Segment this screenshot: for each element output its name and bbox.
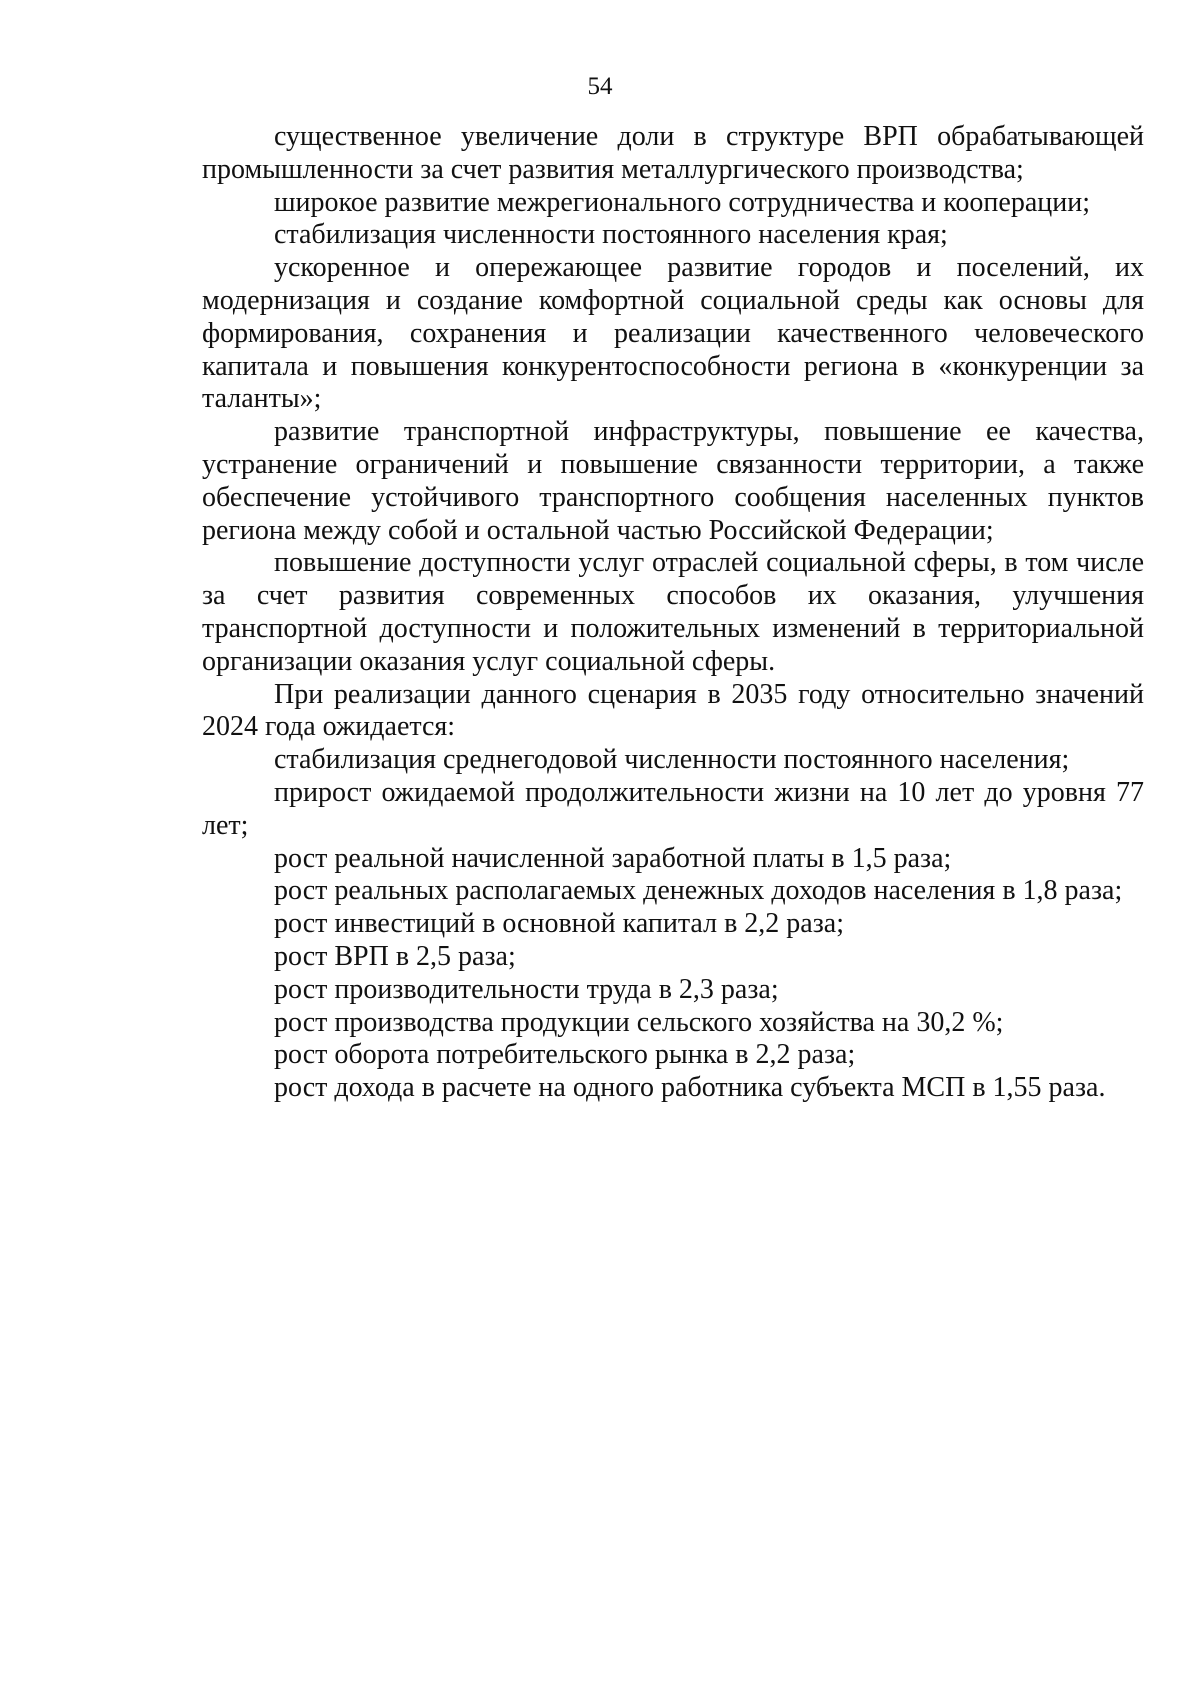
paragraph: развитие транспортной инфраструктуры, повышение ее качества, устранение ограничений и повышение связанности территории, а также обеспечение устойчивого транспортного сообщения населенных пунктов региона между собой и остальной частью Российской Федерации; (202, 416, 1144, 546)
list-item: рост производства продукции сельского хозяйства на 30,2 %; (274, 1006, 1004, 1038)
list-item: рост инвестиций в основной капитал в 2,2 раза; (274, 908, 844, 940)
paragraph: стабилизация численности постоянного населения края; (274, 219, 948, 251)
page-number: 54 (587, 73, 613, 100)
list-item: рост реальных располагаемых денежных доходов населения в 1,8 раза; (274, 875, 1123, 907)
paragraph: широкое развитие межрегионального сотрудничества и кооперации; (274, 186, 1091, 218)
paragraph: ускоренное и опережающее развитие городов и поселений, их модернизация и создание комфортной социальной среды как основы для формирования, сохранения и реализации качественного человеческого капитала и повышения конкурентоспособности региона в «конкуренции за таланты»; (202, 252, 1144, 415)
paragraph: повышение доступности услуг отраслей социальной сферы, в том числе за счет развития современных способов их оказания, улучшения транспортной доступности и положительных изменений в территориальной организации оказания услуг социальной сферы. (202, 547, 1144, 677)
list-item: рост ВРП в 2,5 раза; (274, 940, 516, 972)
list-item: рост реальной начисленной заработной платы в 1,5 раза; (274, 842, 952, 874)
list-item: рост оборота потребительского рынка в 2,2 раза; (274, 1039, 856, 1071)
list-item: прирост ожидаемой продолжительности жизни на 10 лет до уровня 77 лет; (202, 776, 1144, 841)
document-body (202, 121, 1144, 1105)
list-item: рост дохода в расчете на одного работника субъекта МСП в 1,55 раза. (274, 1072, 1106, 1104)
list-item: рост производительности труда в 2,3 раза; (274, 973, 779, 1005)
paragraph: При реализации данного сценария в 2035 году относительно значений 2024 года ожидается: (202, 678, 1144, 743)
paragraph: существенное увеличение доли в структуре ВРП обрабатывающей промышленности за счет развития металлургического производства; (202, 121, 1144, 185)
list-item: стабилизация среднегодовой численности постоянного населения; (274, 744, 1070, 776)
